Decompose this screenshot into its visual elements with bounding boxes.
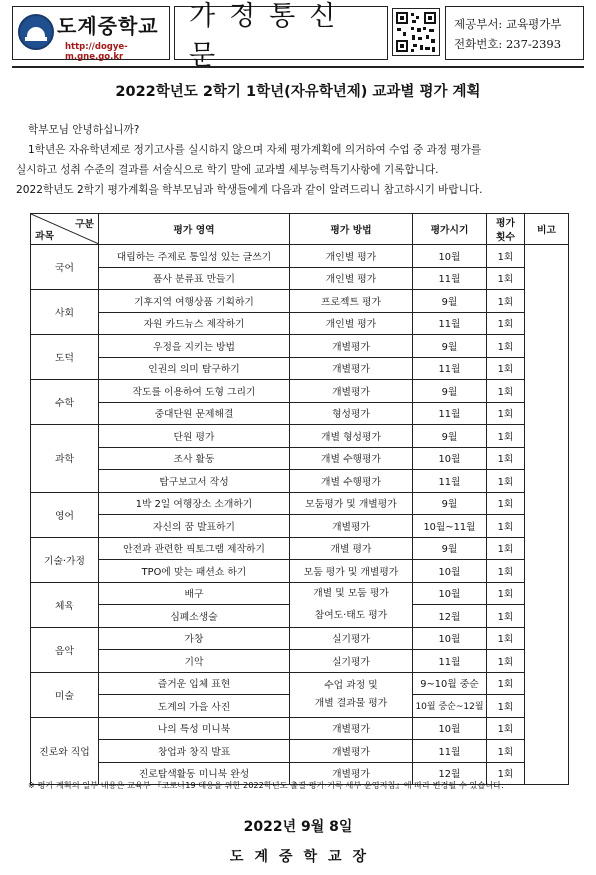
area-cell: 우정을 지키는 방법 [99,335,290,358]
table-row [31,312,569,335]
count-cell: 1회 [487,537,525,560]
timing-cell: 11월 [413,470,487,493]
timing-cell: 9~10월 중순 [413,672,487,695]
timing-cell: 11월 [413,402,487,425]
timing-cell: 11월 [413,357,487,380]
table-row [31,650,569,673]
method-cell: 개별평가 [290,357,413,380]
intro-line-3: 2022학년도 2학기 평가계획을 학부모님과 학생들에게 다음과 같이 알려드리니 참고하시기 바랍니다. [16,184,483,196]
principal-signature: 도계중학교장 [229,849,378,865]
count-cell: 1회 [487,380,525,403]
method-cell: 개별평가 [290,515,413,538]
timing-cell: 9월 [413,537,487,560]
count-cell: 1회 [487,312,525,335]
timing-cell: 10월 [413,560,487,583]
table-row [31,740,569,763]
contact-box [445,6,584,60]
newsletter-header [12,1,584,71]
table-row [31,290,569,313]
table-row [31,537,569,560]
area-cell: 심폐소생술 [99,605,290,628]
method-cell: 개별 형성평가 [290,425,413,448]
method-cell: 개별평가 [290,762,413,785]
count-cell: 1회 [487,267,525,290]
issue-date: 2022년 9월 8일 [243,819,353,835]
document-title: 2022학년도 2학기 1학년(자유학년제) 교과별 평가 계획 [115,84,481,100]
area-cell: 자신의 꿈 발표하기 [99,515,290,538]
area-cell: 안전과 관련한 픽토그램 제작하기 [99,537,290,560]
table-row [31,515,569,538]
method-cell: 수업 과정 및 개별 결과물 평가 [290,672,413,717]
table-row [31,425,569,448]
method-cell: 개별 수행평가 [290,447,413,470]
method-cell: 개별평가 [290,380,413,403]
table-row [31,492,569,515]
area-cell: 창업과 창직 발표 [99,740,290,763]
table-row [31,245,569,268]
area-cell: 중대단원 문제해결 [99,402,290,425]
phone-number: 전화번호: 237-2393 [454,37,562,51]
timing-cell: 9월 [413,425,487,448]
timing-cell: 10월 중순~12월 [413,695,487,718]
method-cell: 개별 수행평가 [290,470,413,493]
timing-cell: 12월 [413,762,487,785]
count-cell: 1회 [487,762,525,785]
timing-cell: 12월 [413,605,487,628]
method-cell: 형성평가 [290,402,413,425]
table-row [31,470,569,493]
method-cell: 개인별 평가 [290,245,413,268]
count-cell: 1회 [487,582,525,605]
timing-cell: 11월 [413,740,487,763]
school-emblem-icon [18,14,54,50]
subject-cell: 미술 [31,672,99,717]
count-cell: 1회 [487,470,525,493]
area-cell: 자원 카드뉴스 제작하기 [99,312,290,335]
intro-text [16,120,586,200]
area-cell: 대립하는 주제로 통일성 있는 글쓰기 [99,245,290,268]
method-cell: 개별평가 [290,717,413,740]
table-row [31,582,569,605]
count-cell: 1회 [487,740,525,763]
count-cell: 1회 [487,717,525,740]
method-cell: 개인별 평가 [290,312,413,335]
area-cell: 품사 분류표 만들기 [99,267,290,290]
table-row [31,560,569,583]
table-header-row [31,214,569,245]
count-cell: 1회 [487,447,525,470]
area-cell: 1박 2일 여행장소 소개하기 [99,492,290,515]
area-cell: 배구 [99,582,290,605]
timing-cell: 9월 [413,290,487,313]
table-row [31,335,569,358]
count-cell: 1회 [487,650,525,673]
header-timing: 평가시기 [413,214,487,245]
area-cell: TPO에 맞는 패션쇼 하기 [99,560,290,583]
timing-cell: 10월 [413,447,487,470]
method-cell: 실기평가 [290,650,413,673]
timing-cell: 9월 [413,380,487,403]
area-cell: 기후지역 여행상품 기획하기 [99,290,290,313]
area-cell: 인권의 의미 탐구하기 [99,357,290,380]
timing-cell: 10월~11월 [413,515,487,538]
area-cell: 나의 특성 미니북 [99,717,290,740]
newsletter-title: 가정통신문 [174,6,388,60]
subject-cell: 국어 [31,245,99,290]
area-cell: 조사 활동 [99,447,290,470]
timing-cell: 11월 [413,312,487,335]
subject-cell: 체육 [31,582,99,627]
timing-cell: 10월 [413,582,487,605]
count-cell: 1회 [487,695,525,718]
count-cell: 1회 [487,402,525,425]
count-cell: 1회 [487,492,525,515]
count-cell: 1회 [487,605,525,628]
subject-cell: 도덕 [31,335,99,380]
footnote: ※ 평가 계획의 일부 내용은 교육부 『코로나19 대응을 위한 2022학년도 출결·평가·기록 세부 운영지침』에 따라 변경될 수 있습니다. [28,780,504,790]
timing-cell: 11월 [413,267,487,290]
subject-cell: 영어 [31,492,99,537]
header-area: 평가 영역 [99,214,290,245]
school-logo-box [12,6,170,60]
method-cell: 프로젝트 평가 [290,290,413,313]
header-remarks: 비고 [525,214,569,245]
intro-line-1: 1학년은 자유학년제로 정기고사를 실시하지 않으며 자체 평가계획에 의거하여 수업 중 과정 평가를 [28,144,482,156]
subject-cell: 진로와 직업 [31,717,99,785]
area-cell: 기악 [99,650,290,673]
area-cell: 작도를 이용하여 도형 그리기 [99,380,290,403]
count-cell: 1회 [487,357,525,380]
method-cell: 개별평가 [290,335,413,358]
method-cell: 개별 및 모둠 평가 참여도·태도 평가 [290,582,413,627]
table-row [31,357,569,380]
header-method: 평가 방법 [290,214,413,245]
table-row [31,402,569,425]
table-row [31,672,569,695]
corner-label-subject: 과목 [35,231,54,242]
method-cell: 개인별 평가 [290,267,413,290]
school-name: 도계중학교 [57,14,159,38]
method-cell: 모둠평가 및 개별평가 [290,492,413,515]
corner-label-category: 구분 [75,219,94,230]
method-cell: 모둠 평가 및 개별평가 [290,560,413,583]
qr-code-icon [392,8,440,56]
corner-header-cell [31,214,99,245]
subject-cell: 수학 [31,380,99,425]
table-row [31,380,569,403]
table-row [31,267,569,290]
header-divider [12,66,584,68]
table-row [31,717,569,740]
area-cell: 즐거운 입체 표현 [99,672,290,695]
table-row [31,447,569,470]
count-cell: 1회 [487,425,525,448]
remarks-cell [525,245,569,785]
evaluation-plan-table [30,213,569,785]
method-cell: 개별 평가 [290,537,413,560]
subject-cell: 음악 [31,627,99,672]
area-cell: 도계의 가을 사진 [99,695,290,718]
count-cell: 1회 [487,290,525,313]
method-cell: 개별평가 [290,740,413,763]
department: 제공부서: 교육평가부 [454,17,562,31]
area-cell: 단원 평가 [99,425,290,448]
timing-cell: 10월 [413,245,487,268]
timing-cell: 11월 [413,650,487,673]
area-cell: 가창 [99,627,290,650]
subject-cell: 과학 [31,425,99,493]
subject-cell: 기술·가정 [31,537,99,582]
table-row [31,627,569,650]
timing-cell: 9월 [413,492,487,515]
timing-cell: 10월 [413,717,487,740]
subject-cell: 사회 [31,290,99,335]
header-count: 평가 횟수 [487,214,525,245]
area-cell: 탐구보고서 작성 [99,470,290,493]
area-cell: 진로탐색활동 미니북 완성 [99,762,290,785]
count-cell: 1회 [487,672,525,695]
timing-cell: 10월 [413,627,487,650]
method-cell: 실기평가 [290,627,413,650]
count-cell: 1회 [487,515,525,538]
school-url: http://dogye-m.gne.go.kr [65,42,128,62]
timing-cell: 9월 [413,335,487,358]
count-cell: 1회 [487,335,525,358]
count-cell: 1회 [487,245,525,268]
count-cell: 1회 [487,560,525,583]
count-cell: 1회 [487,627,525,650]
intro-line-2: 실시하고 성취 수준의 결과를 서술식으로 학기 말에 교과별 세부능력특기사항에 기록합니다. [16,164,439,176]
intro-greeting: 학부모님 안녕하십니까? [28,124,140,136]
